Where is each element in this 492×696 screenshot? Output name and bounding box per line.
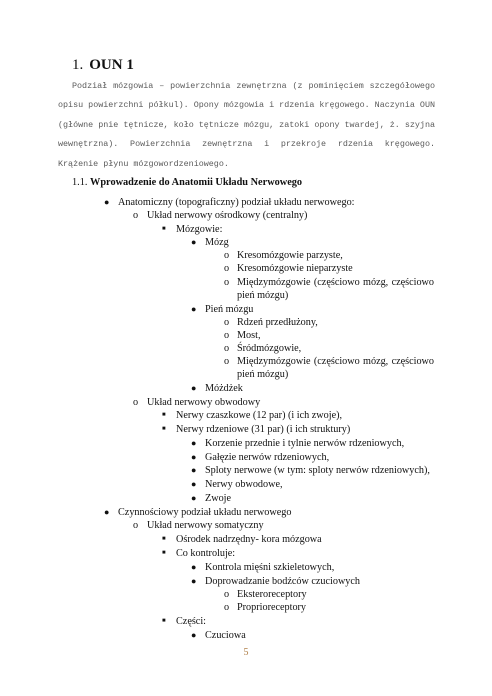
bullet-marker: ● — [191, 493, 197, 503]
bullet-marker: ● — [104, 507, 110, 517]
outline-item: Czynnościowy podział układu nerwowego — [118, 507, 292, 518]
circle-marker: o — [224, 589, 230, 600]
circle-marker: o — [224, 263, 230, 274]
square-marker: ■ — [162, 226, 166, 232]
bullet-marker: ● — [191, 479, 197, 489]
outline-item: Mózgowie: — [176, 224, 223, 235]
section-number: 1.1. — [72, 177, 88, 188]
bullet-marker: ● — [191, 237, 197, 247]
outline-item: Pień mózgu — [205, 304, 254, 315]
outline-item: Gałęzie nerwów rdzeniowych, — [205, 452, 330, 463]
outline-item: Czuciowa — [205, 630, 246, 641]
square-marker: ■ — [162, 426, 166, 432]
outline-item: Móżdżek — [205, 383, 243, 394]
outline-item: Eksteroreceptory — [237, 589, 307, 600]
circle-marker: o — [224, 250, 230, 261]
intro-paragraph: Podział mózgowia – powierzchnia zewnętrzna (z pominięciem szczegółowego opisu powierzchni półkul). Opony mózgowia i rdzenia kręgowego. Naczynia OUN (główne pnie tętnicze, koło tętnicze mózgu, zatoki opony twardej, ż. szyjna wewnętrzna). Powierzchnia zewnętrzna i przekroje rdzenia kręgowego. Krążenie płynu mózgowordzeniowego. — [58, 81, 435, 169]
outline-item: Proprioreceptory — [237, 602, 307, 613]
circle-marker: o — [224, 330, 230, 341]
bullet-marker: ● — [191, 383, 197, 393]
page-number: 5 — [243, 647, 249, 658]
outline-item: Kresomózgowie nieparzyste — [237, 263, 353, 274]
outline-item: Układ nerwowy ośrodkowy (centralny) — [147, 210, 308, 221]
circle-marker: o — [224, 277, 230, 288]
outline-item: Korzenie przednie i tylnie nerwów rdzeniowych, — [205, 438, 405, 449]
bullet-marker: ● — [191, 562, 197, 572]
outline-item: Doprowadzanie bodźców czuciowych — [205, 576, 361, 587]
chapter-heading — [72, 57, 134, 74]
circle-marker: o — [133, 520, 139, 531]
square-marker: ■ — [162, 412, 166, 418]
outline-item: Układ nerwowy obwodowy — [147, 397, 261, 408]
section-title: Wprowadzenie do Anatomii Układu Nerwowego — [90, 177, 303, 188]
bullet-marker: ● — [191, 452, 197, 462]
outline-item: Sploty nerwowe (w tym: sploty nerwów rdzeniowych), — [205, 465, 430, 476]
chapter-number: 1. — [72, 57, 84, 73]
outline-item: Zwoje — [205, 493, 232, 504]
outline-item: Nerwy rdzeniowe (31 par) (i ich struktury) — [176, 424, 351, 435]
outline-item: Układ nerwowy somatyczny — [147, 520, 264, 531]
circle-marker: o — [224, 602, 230, 613]
outline-item: Nerwy czaszkowe (12 par) (i ich zwoje), — [176, 410, 343, 421]
outline-item: Mózg — [205, 237, 229, 248]
bullet-marker: ● — [191, 304, 197, 314]
section-heading — [72, 177, 302, 188]
bullet-marker: ● — [191, 465, 197, 475]
square-marker: ■ — [162, 618, 166, 624]
outline-item: Ośrodek nadrzędny- kora mózgowa — [176, 534, 322, 545]
outline-item: Anatomiczny (topograficzny) podział układu nerwowego: — [118, 197, 355, 208]
outline-item: Co kontroluje: — [176, 548, 236, 559]
bullet-marker: ● — [191, 630, 197, 640]
circle-marker: o — [224, 317, 230, 328]
square-marker: ■ — [162, 550, 166, 556]
chapter-title: OUN 1 — [89, 57, 134, 73]
outline-item: Kontrola mięśni szkieletowych, — [205, 562, 335, 573]
circle-marker: o — [224, 343, 230, 354]
bullet-marker: ● — [191, 576, 197, 586]
outline-item: Rdzeń przedłużony, — [237, 317, 318, 328]
circle-marker: o — [133, 397, 139, 408]
circle-marker: o — [133, 210, 139, 221]
square-marker: ■ — [162, 536, 166, 542]
outline-item: Międzymózgowie (częściowo mózg, częściowo pień mózgu) — [237, 277, 434, 301]
bullet-marker: ● — [104, 197, 110, 207]
bullet-marker: ● — [191, 438, 197, 448]
outline-item: Śródmózgowie, — [237, 343, 302, 354]
outline-item: Międzymózgowie (częściowo mózg, częściowo pień mózgu) — [237, 356, 434, 380]
outline-item: Kresomózgowie parzyste, — [237, 250, 343, 261]
circle-marker: o — [224, 356, 230, 367]
outline-item: Most, — [237, 330, 261, 341]
outline-item: Nerwy obwodowe, — [205, 479, 283, 490]
outline-item: Części: — [176, 616, 206, 627]
